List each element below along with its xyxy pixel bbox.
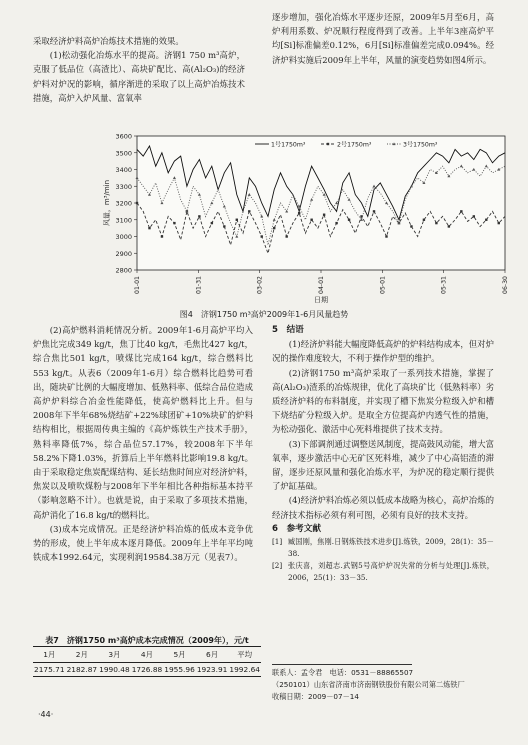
y-tick-label: 3000 (115, 233, 132, 241)
section-heading: 6 参考文献 (272, 523, 321, 534)
data-point (485, 219, 487, 221)
paragraph: (3)下部调剂通过调整送风制度，提高鼓风动能，增大富氧率，逐步激活中心无矿区死料堆，减少了中心高铝渣的滞留，逐步还原风量和强化冶炼水平，为炉况的稳定顺行提供了炉缸基础。 (272, 438, 494, 492)
contact-line: 收稿日期：2009－07－14 (272, 692, 359, 701)
y-axis-label: 风量，m³/min (103, 179, 111, 227)
table-cell: 1955.96 (164, 665, 195, 674)
left-column-top (33, 34, 245, 105)
paragraph: (1)经济炉料能大幅度降低高炉的炉料结构成本，但对炉况的操作难度较大，不利于操作炉型的维护。 (272, 339, 494, 364)
x-tick-label: 06-30 (502, 276, 509, 294)
table-cell: 2175.71 (34, 665, 65, 674)
paragraph: (3)成本完成情况。正是经济炉料冶炼的低成本竞争优势的形成，使上半年成本逐月降低。2009年上半年平均吨铁成本1992.64元，实现利润19584.38万元（见表7）。 (33, 523, 253, 563)
data-point (435, 222, 437, 224)
table-cell: 2182.87 (66, 665, 98, 674)
legend-label: 2号1750m³ (337, 141, 372, 149)
table-header-cell: 1月 (43, 650, 56, 659)
x-tick-label: 05-01 (379, 276, 387, 294)
legend-marker (327, 143, 329, 145)
paragraph: 采取经济炉料高炉冶炼技术措施的效果。 (33, 36, 184, 46)
y-tick-label: 3100 (115, 216, 132, 225)
data-point (236, 219, 238, 221)
legend-label: 3号1750m³ (403, 141, 438, 149)
table-cell: 1923.91 (196, 665, 228, 674)
y-tick-label: 3600 (115, 132, 132, 141)
paragraph: (4)经济炉料冶炼必须以低成本战略为核心，高炉冶炼的经济技术指标必须有利可图，必须有良好的技术支持。 (272, 495, 494, 520)
reference-item (272, 560, 494, 584)
data-point (173, 222, 175, 224)
x-tick-label: 04-01 (318, 276, 325, 294)
data-point (298, 212, 300, 214)
data-point (348, 219, 350, 221)
plot-area (137, 136, 505, 270)
figure-4-chart (95, 128, 515, 306)
data-point (373, 210, 375, 212)
data-point (136, 202, 138, 204)
y-tick-label: 2800 (115, 266, 132, 275)
data-point (310, 219, 312, 221)
figure-caption: 图4 济钢1750 m³高炉2009年1-6月风量趋势 (179, 310, 349, 319)
reference-text: 张庆喜，刘超志.武钢5号高炉炉况失常的分析与处理[J].炼铁，2006，25(1)：33－35. (288, 561, 494, 583)
data-point (473, 215, 475, 217)
airflow-line-chart (95, 128, 515, 306)
paragraph: 逐步增加，强化冶炼水平逐步还原，2009年5月至6月，高炉利用系数、炉况顺行程度得到了改善。上半年3座高炉平均[Si]标准偏差0.12%，6月[Si]标准偏差完成0.094%。经济炉料实施后2009年上半年，风量的演变趋势如图4所示。 (272, 12, 494, 65)
table-header-row (33, 647, 261, 663)
x-tick-label: 03-02 (256, 276, 264, 294)
data-point (498, 222, 500, 224)
reference-item (272, 536, 494, 560)
contact-line: （250101）山东省济南市济南钢铁股份有限公司第二炼铁厂 (272, 680, 465, 689)
x-tick-label: 01-31 (195, 276, 203, 294)
data-point (323, 214, 325, 216)
y-tick-label: 3500 (115, 149, 132, 158)
table-header-cell: 2月 (75, 650, 88, 659)
data-point (285, 235, 287, 237)
x-axis-label: 日期 (314, 296, 328, 304)
left-column-bottom (33, 323, 253, 564)
y-tick-label: 3200 (115, 199, 132, 208)
table-caption: 表7 济钢1750 m³高炉成本完成情况（2009年），元/t (45, 636, 249, 645)
y-tick-label: 3300 (115, 182, 132, 191)
data-point (335, 222, 337, 224)
data-point (148, 227, 150, 229)
right-column-top (272, 10, 494, 67)
table-header-cell: 3月 (108, 650, 121, 659)
divider (272, 664, 412, 665)
table-header-cell: 5月 (173, 650, 186, 659)
data-point (223, 225, 225, 227)
data-point (261, 235, 263, 237)
contact-info (272, 664, 494, 703)
paragraph: (2)济钢1750 m³高炉采取了一系列技术措施，掌握了高(Al₂O₃)渣系的冶炼规律，优化了高块矿比（低熟料率）劣质经济炉料的布料制度，并实现了槽下焦炭分粒级入炉和槽下烧结矿分粒级入炉。是取全方位提高炉内透气性的措施，为松动强化、激活中心死料堆提供了技术支持。 (272, 367, 494, 435)
data-point (460, 210, 462, 212)
y-tick-label: 2900 (115, 249, 132, 258)
legend-label: 1号1750m³ (271, 141, 306, 149)
data-point (448, 225, 450, 227)
paragraph: (2)高炉燃料消耗情况分析。2009年1-6月高炉平均入炉焦比完成349 kg/t，焦丁比40 kg/t，毛焦比427 kg/t，综合焦比501 kg/t，喷煤比完成164 kg/t，综合燃料比553 kg/t。从表6（2009年1-6月）综合燃料比趋势可看出，随块矿比例的大幅度增加、低熟料率、低综合品位造成高炉炉料综合冶金性能降低，使高炉燃料比上升。但与2008年下半年68%烧结矿+22%球团矿+10%块矿的炉料结构相比，根据周传典主编的《高炉炼铁生产技术手册》，熟料率降低7%，综合品位57.17%，较2008年下半年58.2%下降1.03%，折算后上半年燃料比影响19.8 kg/t。由于采取稳定焦炭配煤结构、延长结焦时间应对经济炉料，焦炭以及喷吹煤粉与2008年下半年相比各种指标基本持平（影响忽略不计）。也就是说，由于采取了多项技术措施，高炉消化了16.8 kg/t的燃料比。 (33, 325, 253, 520)
paragraph: (1)松动强化冶炼水平的提高。济钢1 750 m³高炉，克服了低品位（高渣比）、高块矿配比、高(Al₂O₃)的经济炉料对炉况的影响，循序渐进的采取了以上高炉冶炼技术措施，高炉入炉风量、富氧率 (33, 50, 245, 103)
data-point (410, 225, 412, 227)
table-header-cell: 4月 (140, 650, 154, 659)
reference-text: 臧国刚，焦刚.日钢炼铁技术进步[J].炼铁，2009，28(1)：35－38. (288, 537, 494, 559)
data-point (273, 227, 275, 229)
reference-number: [2] (272, 561, 283, 571)
data-point (248, 210, 250, 212)
x-tick-label: 05-31 (440, 276, 448, 294)
reference-number: [1] (272, 537, 283, 547)
data-point (198, 215, 200, 217)
x-tick-label: 01-01 (134, 276, 141, 294)
page-number: ·44· (38, 710, 54, 719)
table-header-cell: 平均 (237, 650, 253, 659)
data-point (423, 219, 425, 221)
contact-line: 联系人：孟令君 电话：0531－88865507 (272, 668, 414, 677)
table-header-cell: 6月 (206, 650, 219, 659)
table-cell: 1992.64 (229, 665, 260, 674)
cost-table (33, 646, 261, 677)
table-cell: 1726.88 (131, 665, 163, 674)
data-point (161, 235, 163, 237)
section-heading: 5 结语 (272, 325, 304, 335)
right-column-bottom (272, 323, 494, 584)
table-cell: 1990.48 (99, 665, 130, 674)
data-point (211, 222, 213, 224)
data-point (385, 235, 387, 237)
y-tick-label: 3400 (115, 166, 132, 174)
table-row (33, 663, 261, 677)
